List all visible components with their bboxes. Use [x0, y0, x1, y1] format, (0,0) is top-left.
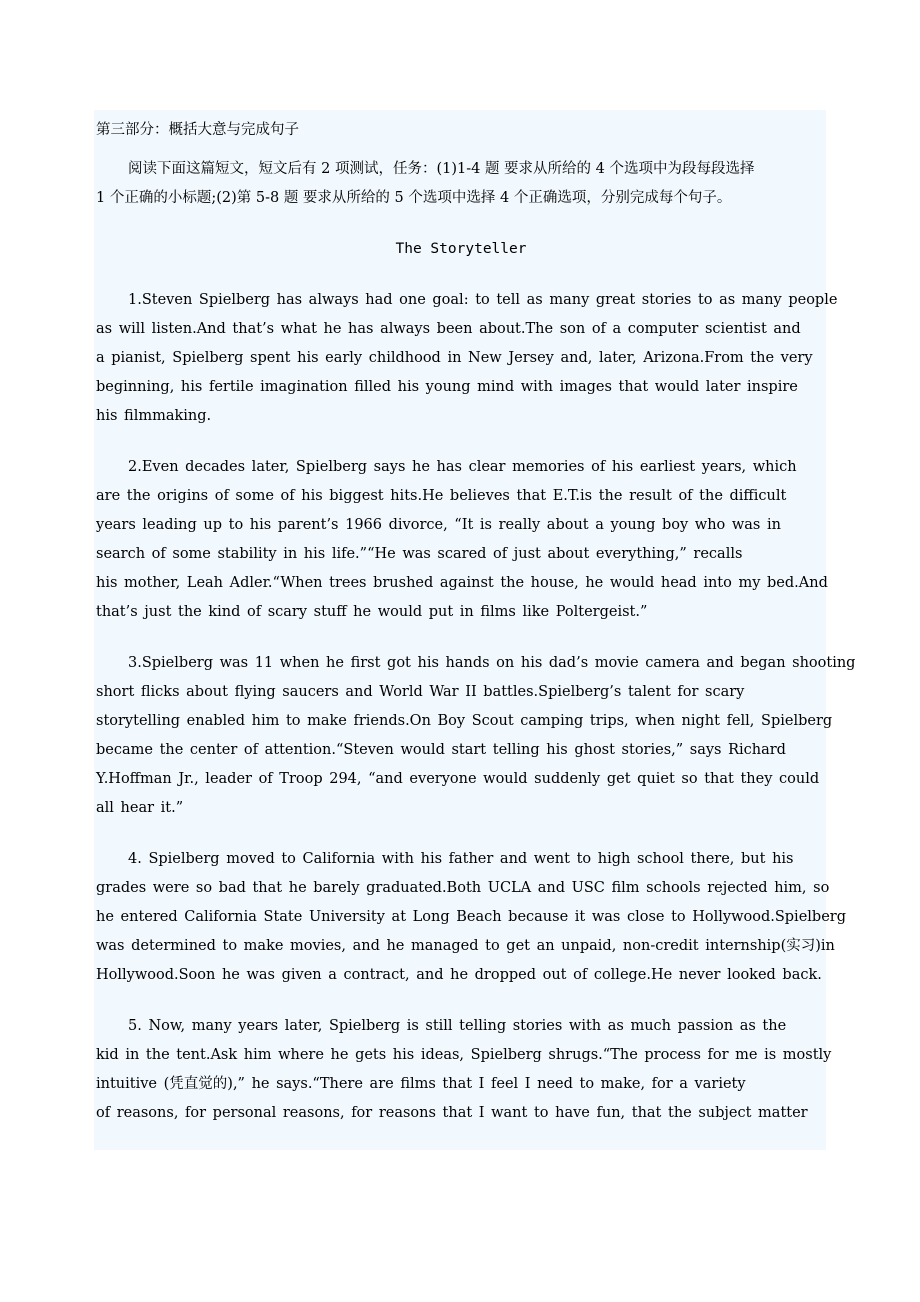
section-heading: 第三部分：概括大意与完成句子	[96, 122, 299, 138]
paragraph-line: his mother, Leah Adler.“When trees brushed against the house, he would head into my bed.And	[96, 575, 828, 591]
instructions-line: 1 个正确的小标题;(2)第 5-8 题 要求从所给的 5 个选项中选择 4 个正确选项，分别完成每个句子。	[96, 190, 732, 206]
paragraph-line: of reasons, for personal reasons, for reasons that I want to have fun, that the subject matter	[96, 1105, 808, 1121]
paragraph-2	[96, 453, 886, 627]
article-title: The Storyteller	[395, 241, 527, 257]
paragraph-line: years leading up to his parent’s 1966 divorce, “It is really about a young boy who was in	[96, 517, 781, 533]
instructions-block	[96, 155, 886, 213]
paragraph-line: all hear it.”	[96, 800, 184, 816]
paragraph-3	[96, 649, 886, 823]
paragraph-line: intuitive (凭直觉的),” he says.“There are films that I feel I need to make, for a variety	[96, 1076, 746, 1092]
paragraph-line: Hollywood.Soon he was given a contract, and he dropped out of college.He never looked back.	[96, 967, 822, 983]
paragraph-line: a pianist, Spielberg spent his early childhood in New Jersey and, later, Arizona.From the very	[96, 350, 813, 366]
paragraph-line: 5. Now, many years later, Spielberg is still telling stories with as much passion as the	[128, 1018, 787, 1034]
document-body	[96, 116, 886, 1128]
paragraph-line: his filmmaking.	[96, 408, 212, 424]
paragraph-line: grades were so bad that he barely graduated.Both UCLA and USC film schools rejected him, so	[96, 880, 830, 896]
paragraph-line: was determined to make movies, and he managed to get an unpaid, non-credit internship(实习)in	[96, 938, 835, 954]
paragraph-line: 4. Spielberg moved to California with his father and went to high school there, but his	[128, 851, 794, 867]
paragraph-4	[96, 845, 886, 990]
instructions-line: 阅读下面这篇短文，短文后有 2 项测试，任务：(1)1-4 题 要求从所给的 4 个选项中为段每段选择	[128, 161, 755, 177]
paragraph-line: 2.Even decades later, Spielberg says he has clear memories of his earliest years, which	[128, 459, 797, 475]
paragraph-line: beginning, his fertile imagination filled his young mind with images that would later inspire	[96, 379, 798, 395]
paragraph-line: that’s just the kind of scary stuff he would put in films like Poltergeist.”	[96, 604, 648, 620]
paragraph-line: 3.Spielberg was 11 when he first got his hands on his dad’s movie camera and began shooting	[128, 655, 856, 671]
paragraph-5	[96, 1012, 886, 1128]
paragraph-line: storytelling enabled him to make friends.On Boy Scout camping trips, when night fell, Spielberg	[96, 713, 833, 729]
paragraph-line: as will listen.And that’s what he has always been about.The son of a computer scientist and	[96, 321, 801, 337]
paragraph-line: Y.Hoffman Jr., leader of Troop 294, “and everyone would suddenly get quiet so that they could	[96, 771, 820, 787]
paragraph-line: 1.Steven Spielberg has always had one goal: to tell as many great stories to as many people	[128, 292, 838, 308]
paragraph-line: he entered California State University at Long Beach because it was close to Hollywood.Spielberg	[96, 909, 846, 925]
paragraph-1	[96, 286, 886, 431]
paragraph-line: short flicks about flying saucers and World War ⅠⅠ battles.Spielberg’s talent for scary	[96, 684, 745, 700]
paragraph-line: became the center of attention.“Steven would start telling his ghost stories,” says Richard	[96, 742, 786, 758]
paragraph-line: kid in the tent.Ask him where he gets his ideas, Spielberg shrugs.“The process for me is mostly	[96, 1047, 832, 1063]
paragraph-line: are the origins of some of his biggest hits.He believes that E.T.is the result of the difficult	[96, 488, 787, 504]
paragraph-line: search of some stability in his life.”“He was scared of just about everything,” recalls	[96, 546, 743, 562]
